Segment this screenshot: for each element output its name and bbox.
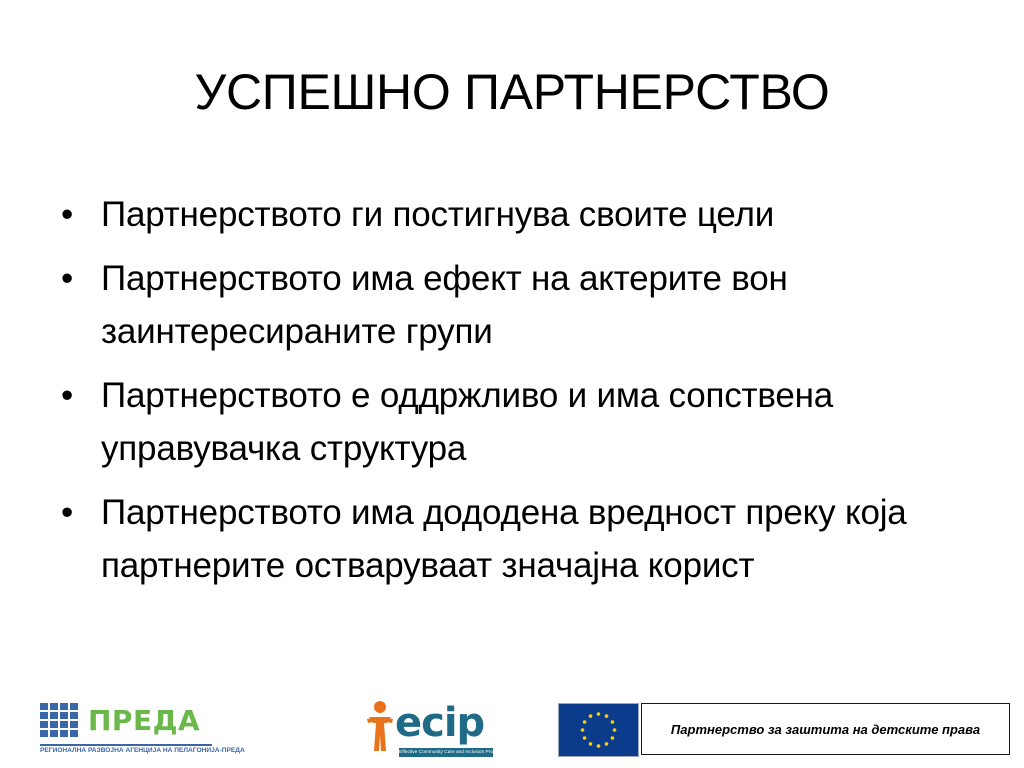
footer-logos (0, 695, 1024, 765)
bullet-item (58, 369, 978, 475)
eu-project-caption-box (641, 703, 1010, 755)
bullet-item (58, 252, 978, 358)
ecip-logo-name: ecip (395, 700, 485, 746)
eu-flag-icon (558, 703, 639, 757)
bullet-marker: • (61, 376, 74, 415)
bullet-marker: • (61, 493, 74, 532)
eu-project-caption: Партнерство за заштита на детските права (670, 721, 981, 737)
preda-logo-name: ПРЕДА (88, 704, 201, 737)
slide-title: УСПЕШНО ПАРТНЕРСТВО (194, 64, 830, 120)
ecip-logo (365, 699, 507, 759)
bullet-text: Партнерството е оддржливо и има сопствена управувачка структура (101, 376, 834, 468)
preda-logo-subtitle: РЕГИОНАЛНА РАЗВОЈНА АГЕНЦИЈА НА ПЕЛАГОНИЈА-ПРЕДА (40, 744, 212, 755)
bullet-marker: • (61, 195, 74, 234)
preda-logo (40, 703, 245, 755)
bullet-marker: • (61, 259, 74, 298)
ecip-logo-subtitle: Effective Community Care and Inclusion Programs (399, 750, 507, 755)
bullet-list (58, 188, 978, 603)
preda-grid-icon (40, 703, 80, 740)
bullet-item (58, 486, 978, 592)
person-icon (365, 699, 395, 753)
bullet-text: Партнерството има ефект на актерите вон заинтересираните групи (101, 259, 788, 351)
bullet-text: Партнерството има дододена вредност преку која партнерите остваруваат значајна корист (101, 493, 907, 585)
bullet-item (58, 188, 978, 241)
bullet-text: Партнерството ги постигнува своите цели (101, 195, 775, 234)
